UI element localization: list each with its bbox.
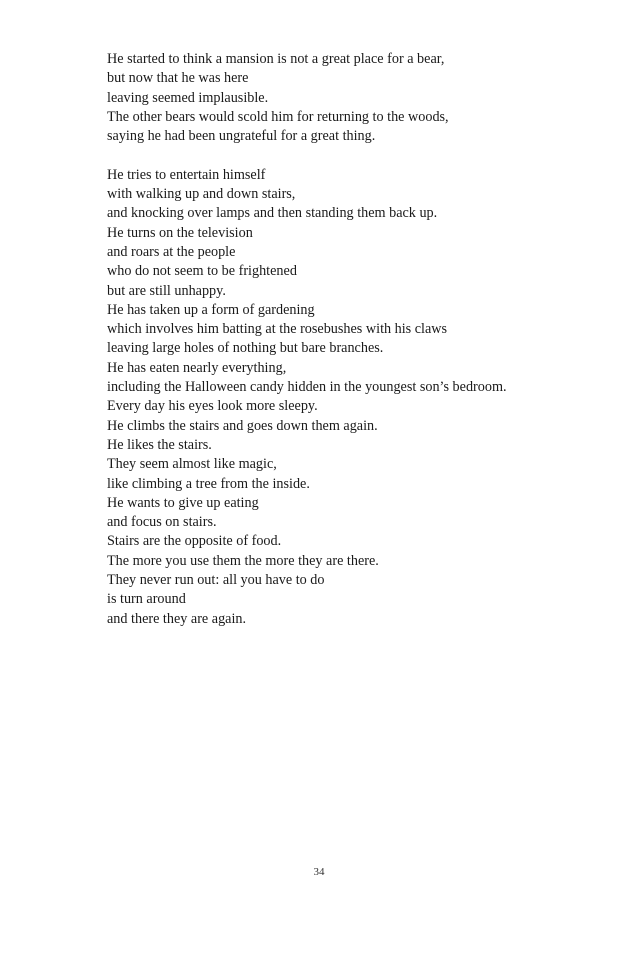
poem-line: including the Halloween candy hidden in the youngest son’s bedroom. xyxy=(107,379,507,396)
poem-line: Stairs are the opposite of food. xyxy=(107,533,282,550)
poem-line: He started to think a mansion is not a great place for a bear, xyxy=(107,51,445,67)
poem-line: but now that he was here xyxy=(107,70,249,87)
poem-line: He tries to entertain himself xyxy=(107,166,266,183)
poem-line: is turn around xyxy=(107,591,186,608)
poem-line: He likes the stairs. xyxy=(107,436,212,453)
poem-line: They never run out: all you have to do xyxy=(107,572,325,589)
poem-stanza-2 xyxy=(107,166,607,629)
poem-line: Every day his eyes look more sleepy. xyxy=(107,398,318,415)
poem-line: saying he had been ungrateful for a great thing. xyxy=(107,128,376,145)
poem-line: The more you use them the more they are there. xyxy=(107,552,379,569)
poem-line: and focus on stairs. xyxy=(107,514,217,531)
poem-line: and roars at the people xyxy=(107,243,236,260)
poem-line: which involves him batting at the rosebushes with his claws xyxy=(107,321,448,338)
poem-line: like climbing a tree from the inside. xyxy=(107,475,310,492)
poem-line: He wants to give up eating xyxy=(107,494,259,511)
poem-line: He climbs the stairs and goes down them again. xyxy=(107,417,378,434)
poem-line: who do not seem to be frightened xyxy=(107,263,297,280)
poem-body xyxy=(107,50,607,629)
poem-line: leaving large holes of nothing but bare branches. xyxy=(107,340,384,357)
poem-line: He turns on the television xyxy=(107,224,253,241)
page-number: 34 xyxy=(313,866,325,878)
poem-line: but are still unhappy. xyxy=(107,282,226,299)
poem-line: The other bears would scold him for returning to the woods, xyxy=(107,108,449,125)
poem-line: leaving seemed implausible. xyxy=(107,89,269,106)
poem-line: with walking up and down stairs, xyxy=(107,186,296,203)
poem-line: He has taken up a form of gardening xyxy=(107,301,315,318)
poem-stanza-1 xyxy=(107,50,607,146)
poem-line: and there they are again. xyxy=(107,610,247,627)
poem-line: He has eaten nearly everything, xyxy=(107,359,287,376)
poem-line: and knocking over lamps and then standing them back up. xyxy=(107,205,438,222)
poem-line: They seem almost like magic, xyxy=(107,456,277,473)
